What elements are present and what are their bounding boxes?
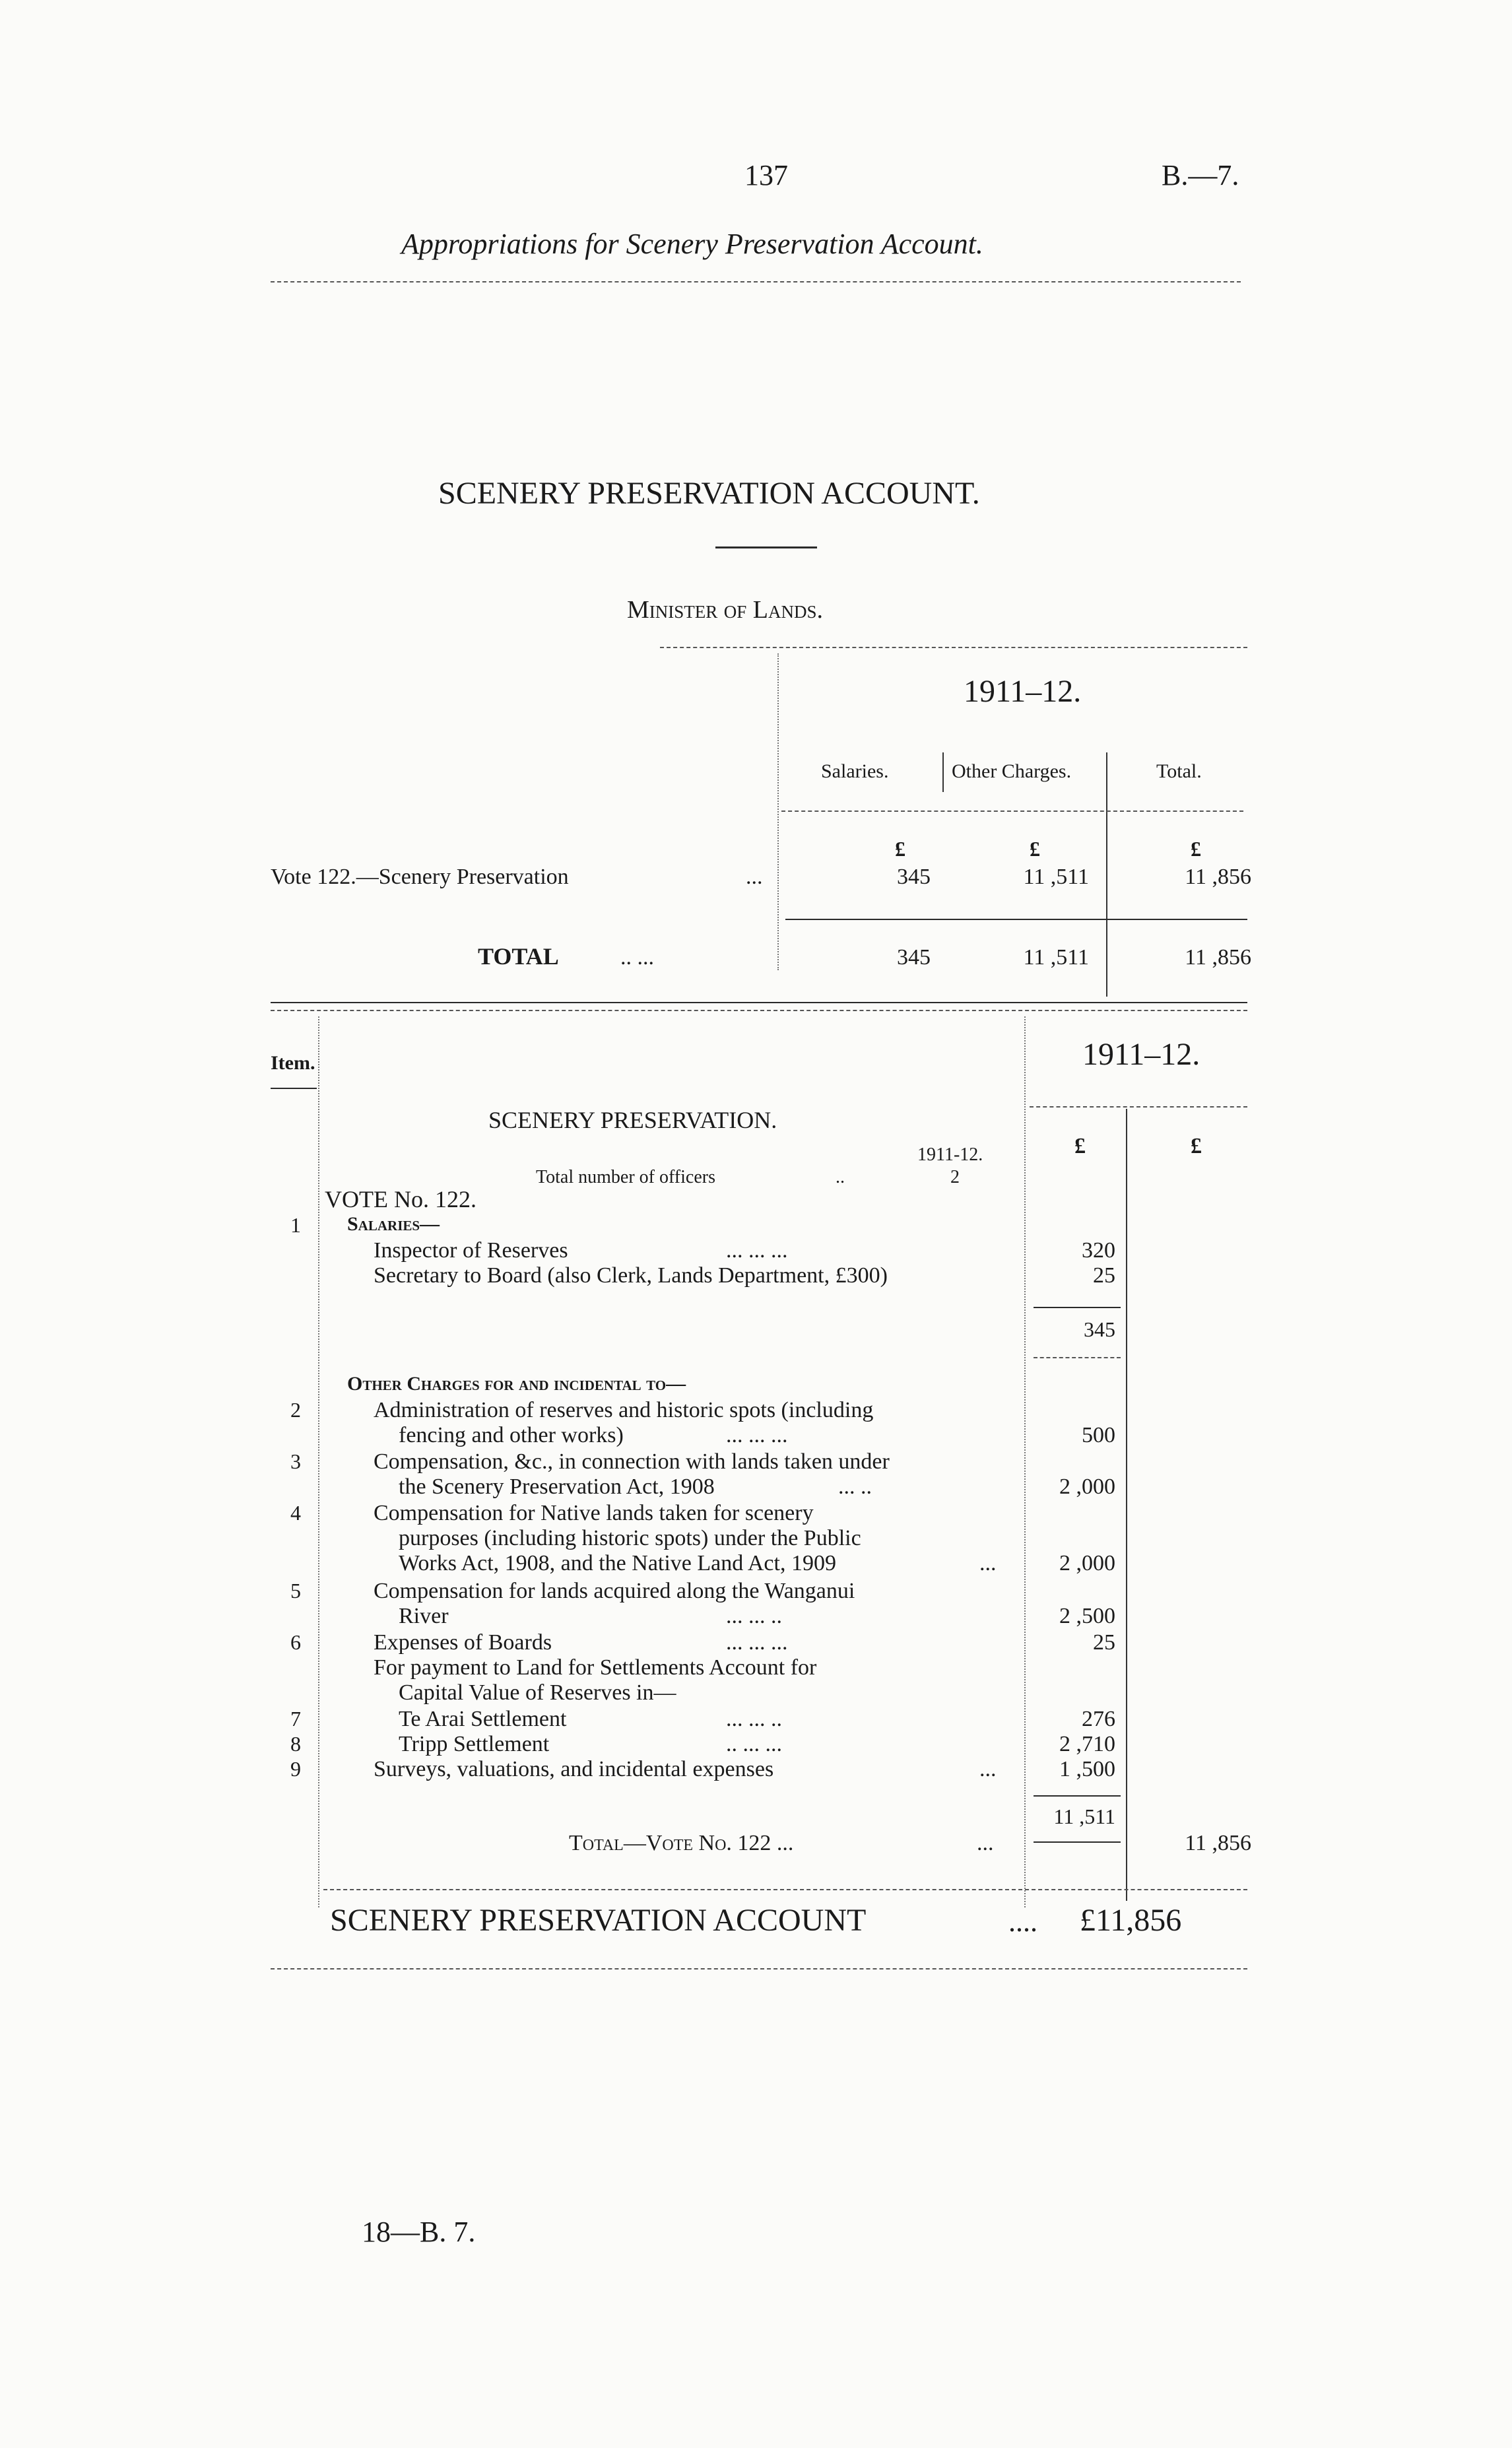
item-8-dots: .. ... ... bbox=[726, 1732, 782, 1756]
item-3-line-1: Compensation, &c., in connection with lands taken under bbox=[374, 1449, 890, 1474]
summary-left-col-rule bbox=[777, 653, 779, 970]
account-title: SCENERY PRESERVATION ACCOUNT. bbox=[438, 476, 980, 511]
summary-sum-rule bbox=[785, 919, 1247, 920]
item-7-dots: ... ... .. bbox=[726, 1707, 782, 1731]
salary-line-1-dots: ... ... ... bbox=[726, 1238, 788, 1263]
other-subtotal-rule bbox=[1034, 1795, 1121, 1797]
header-rule bbox=[271, 281, 1241, 282]
detail-year-rule bbox=[1030, 1106, 1247, 1108]
title-rule bbox=[715, 546, 817, 548]
item-2-number: 2 bbox=[290, 1398, 301, 1422]
summary-currency-salaries: £ bbox=[895, 837, 905, 861]
grand-total-rule bbox=[271, 1968, 1247, 1969]
officers-label: Total number of officers bbox=[536, 1167, 715, 1187]
item-5-dots: ... ... .. bbox=[726, 1604, 782, 1628]
summary-currency-total: £ bbox=[1191, 837, 1201, 861]
running-title: Appropriations for Scenery Preservation Account. bbox=[401, 228, 983, 260]
item-4-amount: 2 ,000 bbox=[1059, 1551, 1115, 1575]
item-4-line-1: Compensation for Native lands taken for scenery bbox=[374, 1501, 814, 1525]
item-2-line-2: fencing and other works) bbox=[399, 1423, 624, 1447]
detail-currency-2: £ bbox=[1191, 1134, 1202, 1158]
item-3-line-2: the Scenery Preservation Act, 1908 bbox=[399, 1474, 715, 1499]
item-3-dots: ... .. bbox=[838, 1474, 872, 1499]
summary-total-label: TOTAL bbox=[478, 943, 559, 970]
item-6-amount: 25 bbox=[1093, 1630, 1115, 1655]
item-3-amount: 2 ,000 bbox=[1059, 1474, 1115, 1499]
detail-item-col-rule bbox=[318, 1016, 319, 1907]
summary-col-salaries: Salaries. bbox=[821, 760, 889, 782]
salaries-item-number: 1 bbox=[290, 1213, 301, 1237]
salaries-subtotal-rule bbox=[1034, 1307, 1121, 1308]
summary-total-salaries: 345 bbox=[897, 945, 931, 970]
summary-row-label: Vote 122.—Scenery Preservation bbox=[271, 865, 569, 889]
item-9-amount: 1 ,500 bbox=[1059, 1757, 1115, 1781]
item-9-dots: ... bbox=[979, 1757, 997, 1781]
item-2-line-1: Administration of reserves and historic spots (including bbox=[374, 1398, 874, 1422]
item-2-amount: 500 bbox=[1082, 1423, 1115, 1447]
summary-row-total: 11 ,856 bbox=[1185, 865, 1251, 889]
summary-col-other-charges: Other Charges. bbox=[952, 760, 1072, 782]
summary-header-rule bbox=[781, 810, 1243, 812]
detail-section-title: SCENERY PRESERVATION. bbox=[488, 1107, 777, 1133]
summary-currency-other: £ bbox=[1030, 837, 1040, 861]
item-4-line-3: Works Act, 1908, and the Native Land Act, 1909 bbox=[399, 1551, 836, 1575]
item-4-number: 4 bbox=[290, 1501, 301, 1525]
item-8-number: 8 bbox=[290, 1732, 301, 1756]
other-charges-heading: Other Charges for and incidental to— bbox=[347, 1373, 686, 1395]
item-9-number: 9 bbox=[290, 1757, 301, 1781]
item-5-line-1: Compensation for lands acquired along the Wanganui bbox=[374, 1579, 855, 1603]
item-3-number: 3 bbox=[290, 1449, 301, 1473]
vote-total-dots: ... bbox=[977, 1831, 994, 1855]
minister-heading: Minister of Lands. bbox=[627, 596, 824, 624]
summary-col-rule-2 bbox=[1106, 752, 1107, 997]
item-4-line-2: purposes (including historic spots) under the Public bbox=[399, 1526, 861, 1550]
grand-total-amount: £11,856 bbox=[1080, 1903, 1182, 1938]
item-7-text: Te Arai Settlement bbox=[399, 1707, 567, 1731]
settlements-heading-line-1: For payment to Land for Settlements Account for bbox=[374, 1655, 817, 1680]
item-7-amount: 276 bbox=[1082, 1707, 1115, 1731]
salary-line-2-amount: 25 bbox=[1093, 1263, 1115, 1288]
item-7-number: 7 bbox=[290, 1707, 301, 1731]
other-subtotal: 11 ,511 bbox=[1053, 1804, 1115, 1828]
salary-line-2-text: Secretary to Board (also Clerk, Lands Department, £300) bbox=[374, 1263, 888, 1288]
officers-year: 1911-12. bbox=[917, 1144, 983, 1165]
vote-total-label: Total—Vote No. 122 ... bbox=[569, 1831, 794, 1855]
item-5-number: 5 bbox=[290, 1579, 301, 1603]
detail-amount-col-rule bbox=[1024, 1016, 1026, 1907]
summary-top-rule bbox=[660, 647, 1247, 648]
officers-dots: .. bbox=[836, 1167, 845, 1187]
footer-signature: 18—B. 7. bbox=[362, 2216, 476, 2248]
summary-row-dots: ... bbox=[746, 865, 763, 889]
item-header-rule bbox=[271, 1088, 317, 1089]
summary-total-total: 11 ,856 bbox=[1185, 945, 1251, 970]
summary-row-other: 11 ,511 bbox=[1023, 865, 1089, 889]
salaries-subtotal-under-rule bbox=[1034, 1357, 1121, 1358]
officers-count: 2 bbox=[950, 1167, 960, 1187]
salaries-heading: Salaries— bbox=[347, 1213, 440, 1235]
item-9-text: Surveys, valuations, and incidental expenses bbox=[374, 1757, 774, 1781]
item-4-dots: ... bbox=[979, 1551, 997, 1575]
summary-row-salaries: 345 bbox=[897, 865, 931, 889]
item-6-number: 6 bbox=[290, 1630, 301, 1654]
detail-year: 1911–12. bbox=[1082, 1037, 1200, 1072]
summary-bottom-rule bbox=[271, 1002, 1247, 1003]
vote-total-amount: 11 ,856 bbox=[1185, 1831, 1251, 1855]
detail-currency-1: £ bbox=[1074, 1134, 1086, 1158]
item-5-line-2: River bbox=[399, 1604, 449, 1628]
item-6-line-1: Expenses of Boards bbox=[374, 1630, 552, 1655]
summary-col-rule-1 bbox=[942, 752, 944, 792]
summary-total-dots: .. ... bbox=[620, 945, 654, 970]
item-6-dots: ... ... ... bbox=[726, 1630, 788, 1655]
grand-total-dots: .... bbox=[1008, 1905, 1037, 1938]
salaries-subtotal: 345 bbox=[1084, 1317, 1115, 1341]
other-subtotal-under-rule bbox=[1034, 1841, 1121, 1843]
salary-line-1-text: Inspector of Reserves bbox=[374, 1238, 568, 1263]
detail-total-col-rule bbox=[1126, 1109, 1127, 1901]
item-2-dots: ... ... ... bbox=[726, 1423, 788, 1447]
item-8-text: Tripp Settlement bbox=[399, 1732, 550, 1756]
summary-bottom-rule-2 bbox=[271, 1010, 1247, 1011]
item-5-amount: 2 ,500 bbox=[1059, 1604, 1115, 1628]
paper-code: B.—7. bbox=[1162, 159, 1239, 191]
settlements-heading-line-2: Capital Value of Reserves in— bbox=[399, 1680, 676, 1705]
detail-item-header: Item. bbox=[271, 1052, 315, 1074]
grand-total-label: SCENERY PRESERVATION ACCOUNT bbox=[330, 1903, 867, 1938]
summary-col-total: Total. bbox=[1156, 760, 1202, 782]
summary-total-other: 11 ,511 bbox=[1023, 945, 1089, 970]
page-number: 137 bbox=[744, 159, 788, 191]
item-8-amount: 2 ,710 bbox=[1059, 1732, 1115, 1756]
salary-line-1-amount: 320 bbox=[1082, 1238, 1115, 1263]
summary-year: 1911–12. bbox=[964, 674, 1082, 709]
vote-label: VOTE No. 122. bbox=[325, 1186, 477, 1212]
detail-bottom-rule bbox=[323, 1889, 1247, 1890]
